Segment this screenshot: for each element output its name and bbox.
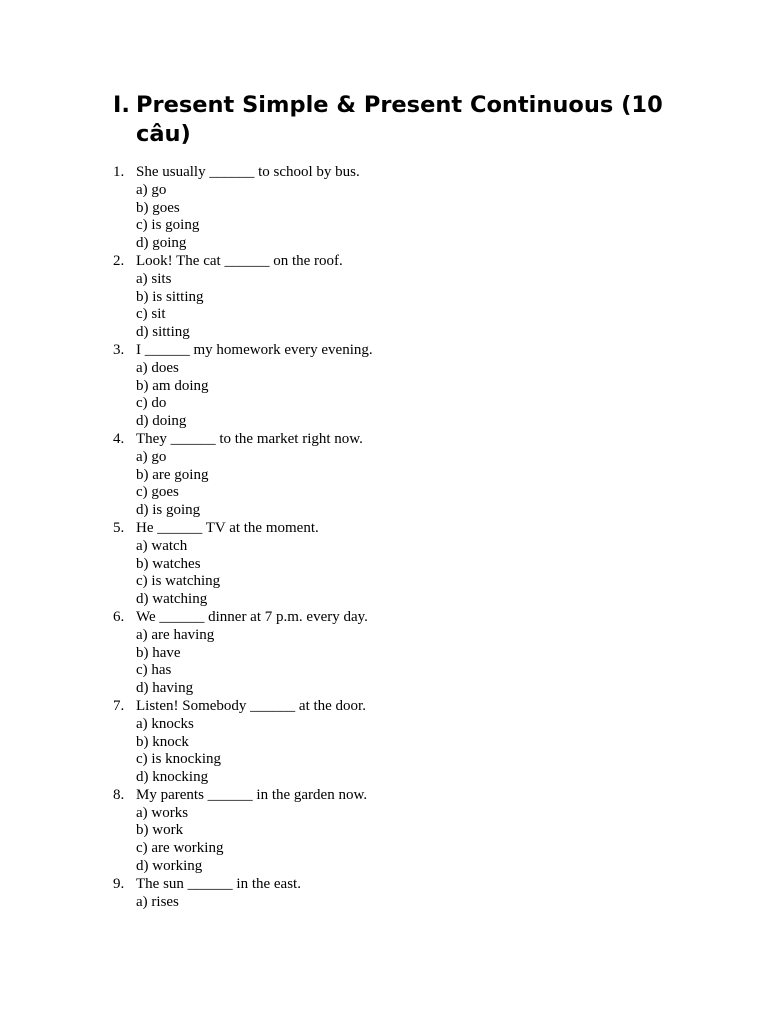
answer-option: a) knocks (136, 715, 194, 732)
question-item (113, 253, 673, 342)
question-item (113, 342, 673, 431)
question-item (113, 609, 673, 698)
answer-option: a) go (136, 181, 167, 198)
question-text: I ______ my homework every evening. (136, 341, 373, 358)
answer-option: c) are working (136, 840, 224, 857)
answer-option: b) is sitting (136, 288, 204, 305)
option-list (136, 360, 673, 431)
option-list (136, 182, 673, 253)
question-item (113, 164, 673, 253)
answer-option: c) goes (136, 484, 179, 501)
answer-option: d) sitting (136, 324, 190, 341)
answer-option: a) rises (136, 893, 179, 910)
question-number: 7. (113, 697, 125, 714)
answer-option: b) have (136, 644, 181, 661)
question-item (113, 876, 673, 912)
answer-option: d) working (136, 858, 203, 875)
question-text: Look! The cat ______ on the roof. (136, 252, 343, 269)
answer-option: d) watching (136, 591, 208, 608)
section-heading (113, 91, 693, 149)
question-text: We ______ dinner at 7 p.m. every day. (136, 608, 368, 625)
answer-option: b) watches (136, 555, 201, 572)
answer-option: c) is going (136, 217, 200, 234)
answer-option: a) works (136, 804, 189, 821)
answer-option: b) am doing (136, 377, 209, 394)
question-number: 3. (113, 341, 125, 358)
answer-option: a) are having (136, 626, 215, 643)
answer-option: a) watch (136, 537, 188, 554)
answer-option: d) doing (136, 413, 187, 430)
answer-option: b) goes (136, 199, 180, 216)
question-text: She usually ______ to school by bus. (136, 164, 360, 180)
answer-option: c) sit (136, 306, 166, 323)
question-text: They ______ to the market right now. (136, 430, 363, 447)
question-number: 1. (113, 164, 125, 180)
question-item (113, 520, 673, 609)
answer-option: b) knock (136, 733, 189, 750)
question-number: 9. (113, 875, 125, 892)
option-list (136, 805, 673, 876)
option-list (136, 894, 673, 912)
answer-option: c) is knocking (136, 751, 221, 768)
question-number: 8. (113, 786, 125, 803)
answer-option: a) sits (136, 270, 172, 287)
answer-option: c) do (136, 395, 167, 412)
option-list (136, 627, 673, 698)
answer-option: d) going (136, 235, 187, 252)
question-text: Listen! Somebody ______ at the door. (136, 697, 366, 714)
question-list (113, 164, 673, 911)
question-text: My parents ______ in the garden now. (136, 786, 368, 803)
question-item (113, 787, 673, 876)
option-list (136, 538, 673, 609)
answer-option: d) is going (136, 502, 201, 519)
option-list (136, 716, 673, 787)
question-item (113, 431, 673, 520)
answer-option: d) knocking (136, 769, 209, 786)
option-list (136, 449, 673, 520)
question-item (113, 698, 673, 787)
question-number: 6. (113, 608, 125, 625)
answer-option: b) work (136, 822, 184, 839)
section-title: Present Simple & Present Continuous (10 câu) (136, 92, 663, 147)
answer-option: b) are going (136, 466, 209, 483)
question-number: 2. (113, 252, 125, 269)
answer-option: c) is watching (136, 573, 221, 590)
question-number: 5. (113, 519, 125, 536)
question-text: He ______ TV at the moment. (136, 519, 319, 536)
answer-option: d) having (136, 680, 194, 697)
section-number: I. (113, 92, 130, 118)
option-list (136, 271, 673, 342)
answer-option: a) go (136, 448, 167, 465)
answer-option: c) has (136, 662, 172, 679)
question-text: The sun ______ in the east. (136, 875, 301, 892)
answer-option: a) does (136, 359, 179, 376)
question-number: 4. (113, 430, 125, 447)
